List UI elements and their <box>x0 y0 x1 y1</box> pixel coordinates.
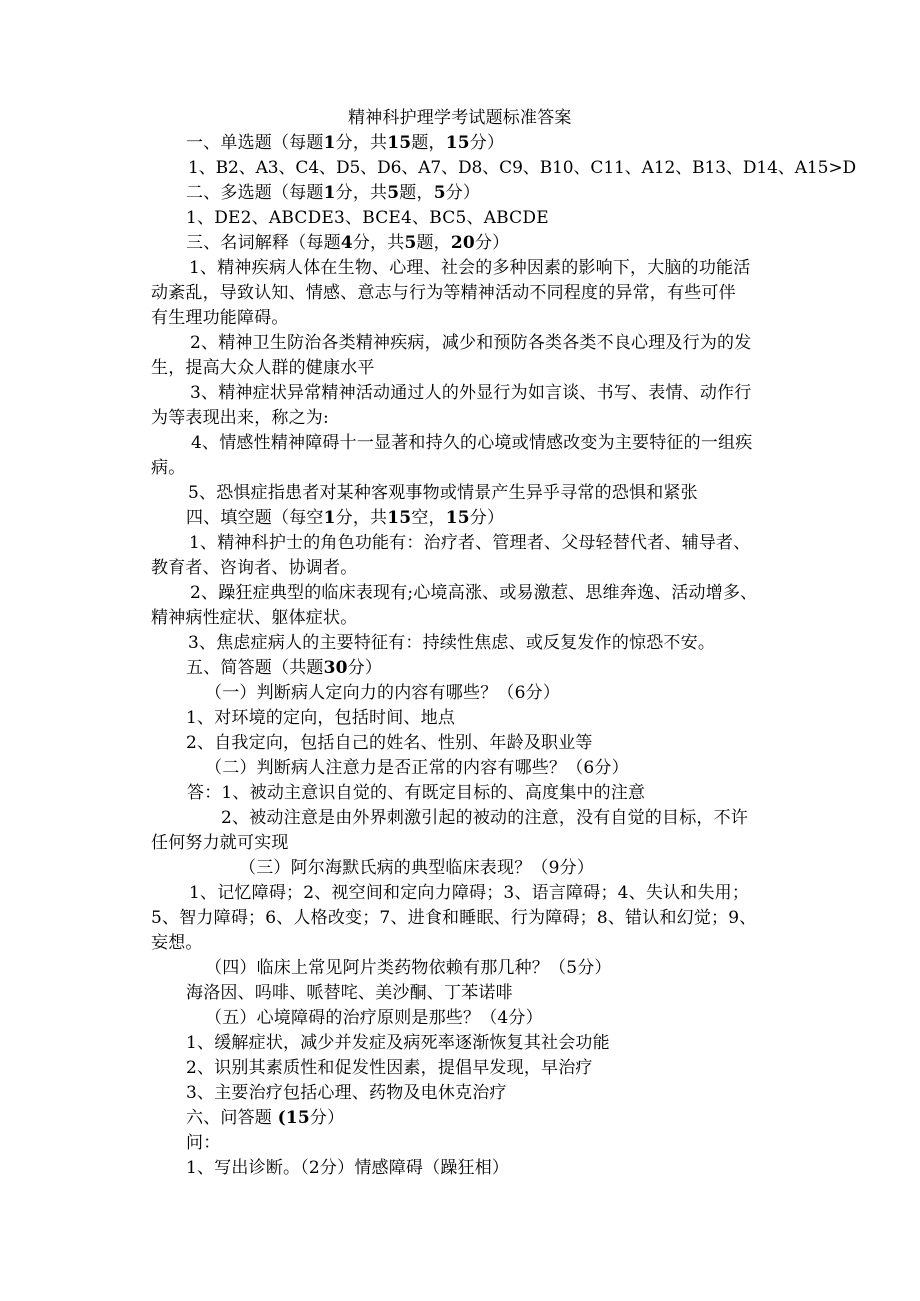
short-q2-answer-2-line-1: 2、被动注意是由外界刺激引起的被动的注意，没有自觉的目标，不许 <box>221 808 749 828</box>
short-q1: （一）判断病人定向力的内容有哪些？（6分） <box>205 683 561 703</box>
short-q5-answer-2: 2、识别其素质性和促发性因素，提倡早发现，早治疗 <box>186 1058 593 1078</box>
essay-question-label: 问： <box>186 1133 221 1153</box>
term-3-line-1: 3、精神症状异常精神活动通过人的外显行为如言谈、书写、表情、动作行 <box>190 383 752 403</box>
short-q5-answer-3: 3、主要治疗包括心理、药物及电休克治疗 <box>186 1083 507 1103</box>
multi-choice-answers: 1、DE2、ABCDE3、BCE4、BC5、ABCDE <box>186 208 549 228</box>
fill-1-line-1: 1、精神科护士的角色功能有：治疗者、管理者、父母轻替代者、辅导者、 <box>189 533 751 553</box>
section-heading-short-answer: 五、简答题（共题30分） <box>186 658 383 678</box>
short-q5-answer-1: 1、缓解症状，减少并发症及病死率逐渐恢复其社会功能 <box>186 1033 610 1053</box>
short-q3-answer-line-2: 5、智力障碍；6、人格改变；7、进食和睡眠、行为障碍；8、错认和幻觉；9、 <box>151 908 757 928</box>
short-q2-answer-1: 答：1、被动主意识自觉的、有既定目标的、高度集中的注意 <box>187 783 646 803</box>
short-q4: （四）临床上常见阿片类药物依赖有那几种？（5分） <box>205 958 612 978</box>
term-2-line-2: 生，提高大众人群的健康水平 <box>151 358 375 378</box>
short-q2: （二）判断病人注意力是否正常的内容有哪些？（6分） <box>205 758 629 778</box>
fill-2-line-2: 精神病性症状、躯体症状。 <box>151 608 358 628</box>
section-heading-essay: 六、问答题 (15分） <box>186 1108 345 1128</box>
page-title: 精神科护理学考试题标准答案 <box>348 108 572 128</box>
section-heading-terms: 三、名词解释（每题4分，共5题，20分） <box>186 233 510 253</box>
term-2-line-1: 2、精神卫生防治各类精神疾病，减少和预防各类各类不良心理及行为的发 <box>190 333 752 353</box>
short-q3: （三）阿尔海默氏病的典型临床表现？（9分） <box>239 858 595 878</box>
term-1-line-2: 动紊乱，导致认知、情感、意志与行为等精神活动不同程度的异常，有些可伴 <box>151 283 736 303</box>
term-4-line-2: 病。 <box>151 458 186 478</box>
essay-answer-1: 1、写出诊断。（2分）情感障碍（躁狂相） <box>186 1158 510 1178</box>
short-q1-answer-2: 2、自我定向，包括自己的姓名、性别、年龄及职业等 <box>186 733 593 753</box>
fill-3-line-1: 3、焦虑症病人的主要特征有：持续性焦虑、或反复发作的惊恐不安。 <box>188 633 716 653</box>
single-choice-answers: 1、B2、A3、C4、D5、D6、A7、D8、C9、B10、C11、A12、B13、D14、A15>D <box>188 158 857 178</box>
short-q5: （五）心境障碍的治疗原则是那些？（4分） <box>205 1008 543 1028</box>
term-1-line-1: 1、精神疾病人体在生物、心理、社会的多种因素的影响下，大脑的功能活 <box>189 258 751 278</box>
term-5-line-1: 5、恐惧症指患者对某种客观事物或情景产生异乎寻常的恐惧和紧张 <box>188 483 698 503</box>
short-q3-answer-line-3: 妄想。 <box>151 933 203 953</box>
term-4-line-1: 4、情感性精神障碍十一显著和持久的心境或情感改变为主要特征的一组疾 <box>191 433 753 453</box>
term-1-line-3: 有生理功能障碍。 <box>151 308 289 328</box>
section-heading-multi-choice: 二、多选题（每题1分，共5题，5分） <box>186 183 481 203</box>
short-q1-answer-1: 1、对环境的定向，包括时间、地点 <box>186 708 456 728</box>
section-heading-single-choice: 一、单选题（每题1分，共15题，15分） <box>186 133 505 153</box>
section-heading-fill-blank: 四、填空题（每空1分，共15空，15分） <box>186 508 505 528</box>
short-q4-answer: 海洛因、吗啡、哌替咤、美沙酮、丁苯诺啡 <box>186 983 513 1003</box>
term-3-line-2: 为等表现出来，称之为: <box>151 408 329 428</box>
short-q3-answer-line-1: 1、记忆障碍；2、视空间和定向力障碍；3、语言障碍；4、失认和失用； <box>189 883 750 903</box>
fill-2-line-1: 2、躁狂症典型的临床表现有;心境高涨、或易激惹、思维奔逸、活动增多、 <box>190 583 758 603</box>
fill-1-line-2: 教育者、咨询者、协调者。 <box>151 558 358 578</box>
short-q2-answer-2-line-2: 任何努力就可实现 <box>151 833 289 853</box>
